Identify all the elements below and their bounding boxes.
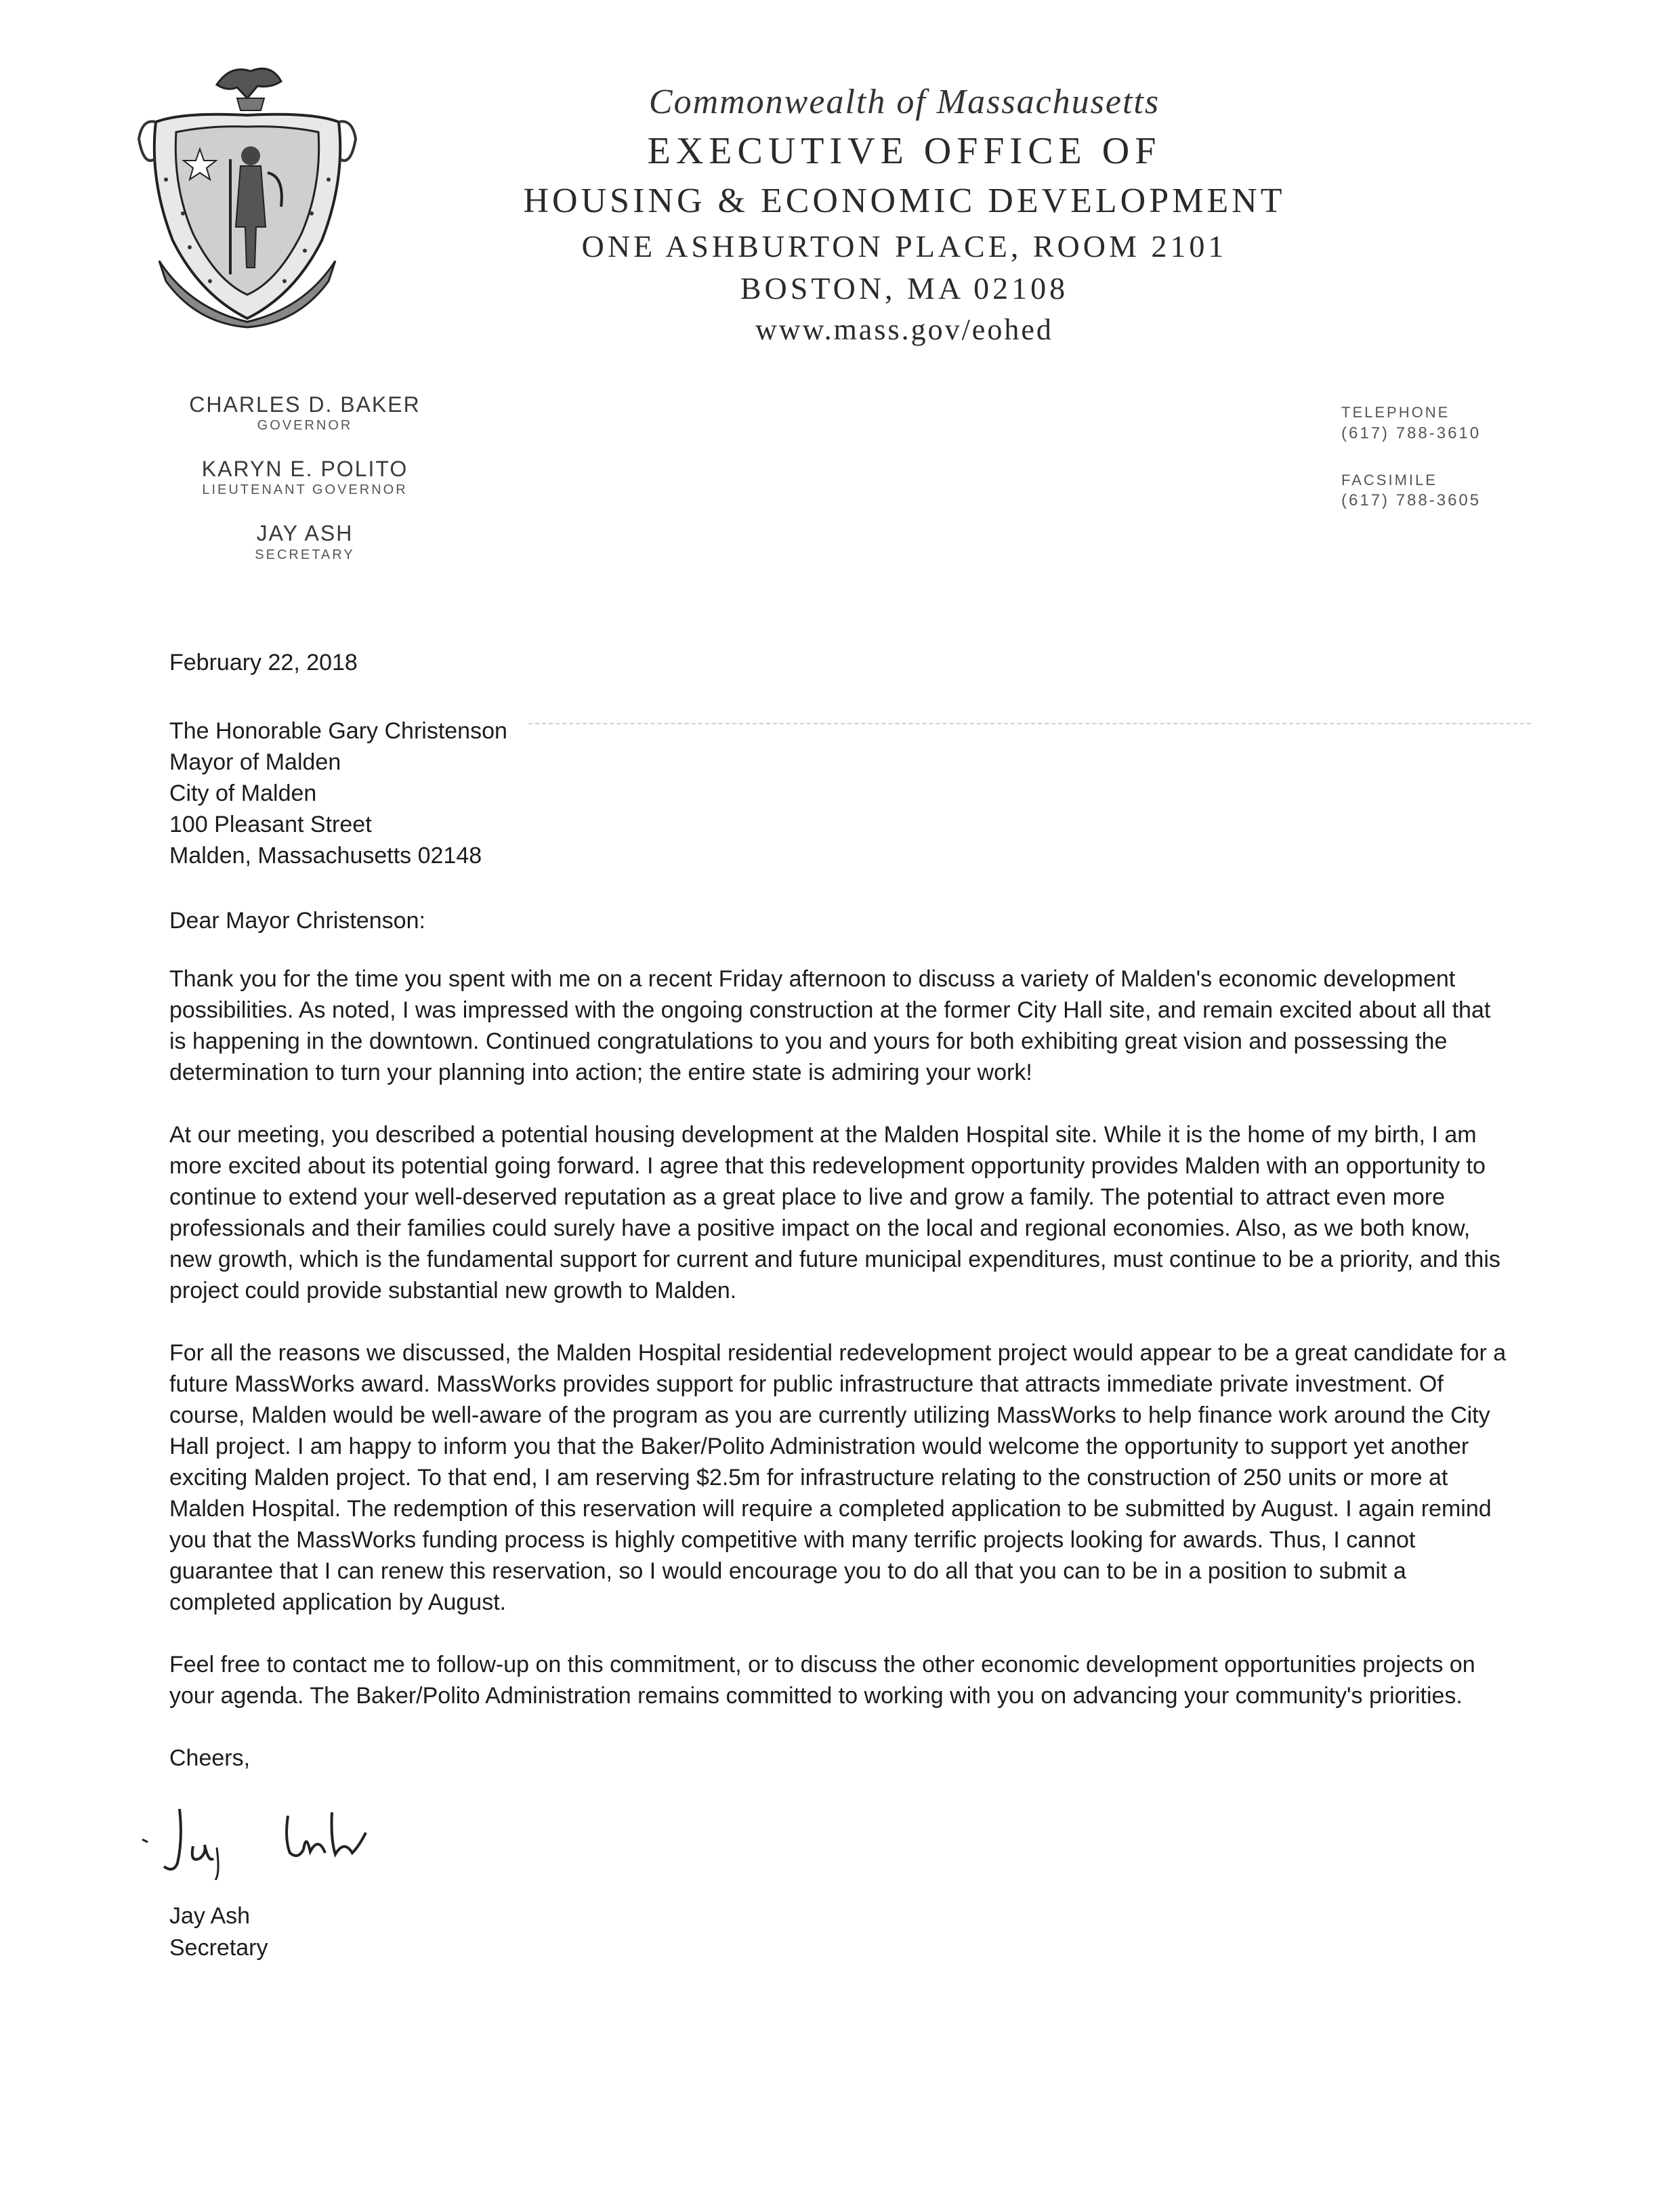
- official-name: CHARLES D. BAKER: [189, 392, 421, 417]
- massachusetts-seal-icon: [135, 58, 359, 329]
- official-title: SECRETARY: [255, 547, 355, 562]
- official-governor: [163, 393, 447, 434]
- telephone-number: (617) 788-3610: [1341, 423, 1482, 442]
- letterhead: [447, 85, 1362, 345]
- official-title: LIEUTENANT GOVERNOR: [202, 482, 408, 498]
- letterhead-address: ONE ASHBURTON PLACE, ROOM 2101: [581, 229, 1227, 264]
- official-name: KARYN E. POLITO: [201, 457, 408, 482]
- signer-title: Secretary: [169, 1935, 268, 1961]
- letterhead-website: www.mass.gov/eohed: [755, 313, 1053, 346]
- handwritten-signature: [129, 1799, 420, 1880]
- recipient-address: [169, 715, 1511, 871]
- letter-body: [169, 647, 1511, 1774]
- facsimile-number: (617) 788-3605: [1341, 491, 1482, 510]
- letterhead-department: HOUSING & ECONOMIC DEVELOPMENT: [523, 182, 1286, 220]
- recipient-line: Malden, Massachusetts 02148: [169, 843, 482, 869]
- body-paragraph: Feel free to contact me to follow-up on this commitment, or to discuss the other economic development opportunities projects on your agenda. The Baker/Polito Administration remains committed to working with you on advancing your community's priorities.: [169, 1652, 1475, 1709]
- recipient-line: 100 Pleasant Street: [169, 812, 372, 837]
- signer-name: Jay Ash: [169, 1903, 251, 1929]
- recipient-line: Mayor of Malden: [169, 749, 341, 775]
- official-title: GOVERNOR: [257, 418, 353, 434]
- recipient-line: City of Malden: [169, 780, 317, 806]
- contact-info: [1341, 403, 1517, 539]
- facsimile-label: FACSIMILE: [1341, 471, 1437, 488]
- recipient-line: The Honorable Gary Christenson: [169, 718, 507, 744]
- letterhead-commonwealth: Commonwealth of Massachusetts: [648, 83, 1160, 121]
- official-lieutenant-governor: [163, 457, 447, 499]
- facsimile-block: [1341, 471, 1517, 512]
- letterhead-executive-office: EXECUTIVE OFFICE OF: [647, 130, 1162, 172]
- closing: Cheers,: [169, 1745, 251, 1771]
- telephone-block: [1341, 403, 1517, 444]
- officials-list: [163, 393, 447, 587]
- letter-date: February 22, 2018: [169, 650, 358, 675]
- telephone-label: TELEPHONE: [1341, 404, 1450, 421]
- body-paragraph: At our meeting, you described a potential housing development at the Malden Hospital site. While it is the home of my birth, I am more excited about its potential going forward. I agree that this redevelopment opportunity provides Malden with an opportunity to continue to extend your well-deserved reputation as a great place to live and grow a family. The potential to attract even more professionals and their families could surely have a positive impact on the local and regional economies. Also, as we both know, new growth, which is the fundamental support for current and future municipal expenditures, must continue to be a priority, and this project could provide substantial new growth to Malden.: [169, 1122, 1500, 1304]
- official-secretary: [163, 522, 447, 563]
- body-paragraph: Thank you for the time you spent with me on a recent Friday afternoon to discuss a variety of Malden's economic development possibilities. As noted, I was impressed with the ongoing construction at the former City Hall site, and remain excited about all that is happening in the downtown. Continued congratulations to you and yours for both exhibiting great vision and possessing the determination to turn your planning into action; the entire state is admiring your work!: [169, 966, 1491, 1085]
- official-name: JAY ASH: [256, 521, 354, 546]
- body-paragraph: For all the reasons we discussed, the Malden Hospital residential redevelopment project would appear to be a great candidate for a future MassWorks award. MassWorks provides support for public infrastructure that attracts immediate private investment. Of course, Malden would be well-aware of the program as you are currently utilizing MassWorks to help finance work around the City Hall project. I am happy to inform you that the Baker/Polito Administration would welcome the opportunity to support yet another exciting Malden project. To that end, I am reserving $2.5m for infrastructure relating to the construction of 250 units or more at Malden Hospital. The redemption of this reservation will require a completed application to be submitted by August. I again remind you that the MassWorks funding process is highly competitive with many terrific projects looking for awards. Thus, I cannot guarantee that I can renew this reservation, so I would encourage you to do all that you can to be in a position to submit a completed application by August.: [169, 1340, 1507, 1615]
- letterhead-city: BOSTON, MA 02108: [740, 271, 1069, 306]
- salutation: Dear Mayor Christenson:: [169, 908, 425, 934]
